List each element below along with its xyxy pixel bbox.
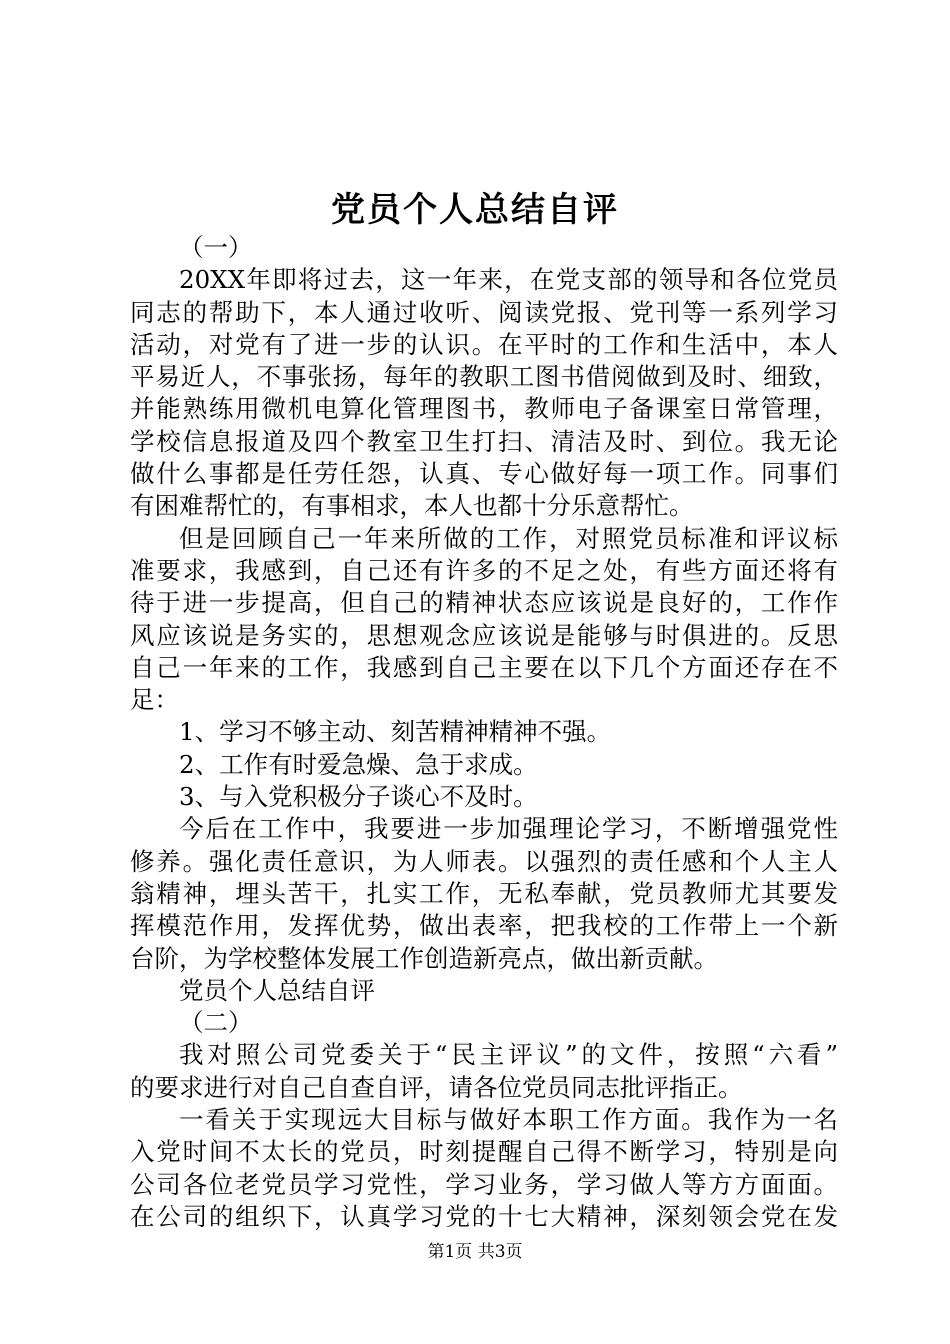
- text-line: 1、学习不够主动、刻苦精神精神不强。: [179, 717, 612, 747]
- text-line: （二）: [179, 1008, 253, 1038]
- text-line: 3、与入党积极分子谈心不及时。: [179, 782, 538, 812]
- text-line: 修养。强化责任意识，为人师表。以强烈的责任感和个人主人: [130, 846, 838, 876]
- document-title: 党员个人总结自评: [331, 190, 619, 230]
- text-line: 党员个人总结自评: [179, 975, 375, 1005]
- text-line: 学校信息报道及四个教室卫生打扫、清洁及时、到位。我无论: [130, 426, 838, 456]
- text-line: 翁精神，埋头苦干，扎实工作，无私奉献，党员教师尤其要发: [130, 878, 838, 908]
- page-footer: 第1页 共3页: [427, 1242, 523, 1262]
- text-line: 我对照公司党委关于“民主评议”的文件，按照“六看”: [179, 1040, 838, 1070]
- text-line: 活动，对党有了进一步的认识。在平时的工作和生活中，本人: [130, 329, 838, 359]
- text-line: 有困难帮忙的，有事相求，本人也都十分乐意帮忙。: [130, 491, 694, 521]
- text-line: 并能熟练用微机电算化管理图书，教师电子备课室日常管理，: [130, 394, 838, 424]
- text-line: 一看关于实现远大目标与做好本职工作方面。我作为一名: [179, 1105, 838, 1135]
- text-line: 挥模范作用，发挥优势，做出表率，把我校的工作带上一个新: [130, 911, 838, 941]
- text-line: 平易近人，不事张扬，每年的教职工图书借阅做到及时、细致，: [130, 362, 838, 392]
- text-line: 自己一年来的工作，我感到自己主要在以下几个方面还存在不: [130, 652, 838, 682]
- text-line: 同志的帮助下，本人通过收听、阅读党报、党刊等一系列学习: [130, 297, 838, 327]
- text-line: 的要求进行对自己自查自评，请各位党员同志批评指正。: [130, 1072, 743, 1102]
- text-line: 准要求，我感到，自己还有许多的不足之处，有些方面还将有: [130, 555, 838, 585]
- text-line: 足：: [130, 685, 179, 715]
- text-line: 风应该说是务实的，思想观念应该说是能够与时俱进的。反思: [130, 620, 838, 650]
- text-line: 但是回顾自己一年来所做的工作，对照党员标准和评议标: [179, 523, 838, 553]
- text-line: 台阶，为学校整体发展工作创造新亮点，做出新贡献。: [130, 943, 718, 973]
- text-line: 入党时间不太长的党员，时刻提醒自己得不断学习，特别是向: [130, 1137, 838, 1167]
- text-line: 做什么事都是任劳任怨，认真、专心做好每一项工作。同事们: [130, 459, 838, 489]
- text-line: 20XX年即将过去，这一年来，在党支部的领导和各位党员: [179, 265, 838, 295]
- text-line: 公司各位老党员学习党性，学习业务，学习做人等方方面面。: [130, 1169, 838, 1199]
- text-line: 在公司的组织下，认真学习党的十七大精神，深刻领会党在发: [130, 1201, 838, 1231]
- text-line: 2、工作有时爱急燥、急于求成。: [179, 749, 538, 779]
- text-line: （一）: [179, 233, 253, 262]
- text-line: 今后在工作中，我要进一步加强理论学习，不断增强党性: [179, 814, 838, 844]
- document-body: [130, 232, 838, 1233]
- text-line: 待于进一步提高，但自己的精神状态应该说是良好的，工作作: [130, 588, 838, 618]
